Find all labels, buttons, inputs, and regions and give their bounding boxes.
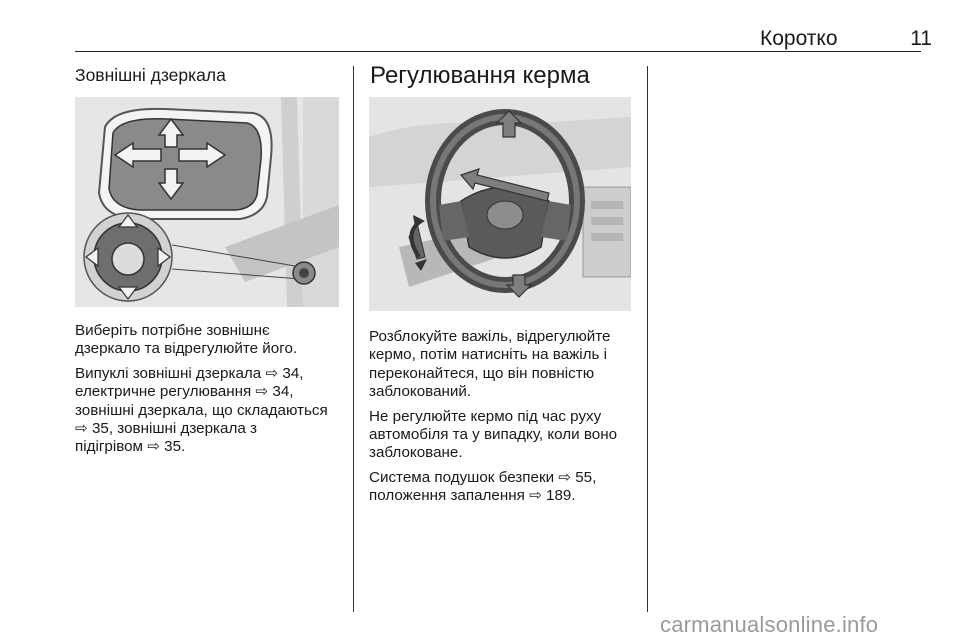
paragraph-3: Розблокуйте важіль, відрегулюйте кермо, потім натисніть на важіль і переконайтеся, що він повністю заблокований. — [369, 328, 611, 401]
column-divider-2 — [647, 66, 648, 612]
mirror-drawing — [75, 97, 339, 307]
column-divider-1 — [353, 66, 354, 612]
page-number: 11 — [910, 27, 932, 50]
paragraph-1: Виберіть потрібне зовнішнє дзеркало та відрегулюйте його. — [75, 322, 298, 358]
section-title: Коротко — [760, 27, 838, 50]
paragraph-4: Не регулюйте кермо під час руху автомобіля та у випадку, коли воно заблоковане. — [369, 407, 618, 462]
watermark: carmanualsonline.info — [660, 612, 879, 637]
middle-column-text — [369, 328, 641, 512]
mirrors-heading: Зовнішні дзеркала — [75, 65, 226, 85]
steering-illustration — [369, 97, 631, 311]
steering-drawing — [369, 97, 631, 311]
header-rule — [75, 51, 921, 52]
steering-heading: Регулювання керма — [370, 62, 590, 89]
paragraph-2: Випуклі зовнішні дзеркала ⇨ 34, електричне регулювання ⇨ 34, зовнішні дзеркала, що складаються ⇨ 35, зовнішні дзеркала з підігрівом ⇨ 35. — [75, 364, 328, 456]
paragraph-5: Система подушок безпеки ⇨ 55, положення запалення ⇨ 189. — [369, 468, 597, 505]
page-header — [0, 0, 960, 52]
left-column-text — [75, 322, 345, 463]
mirror-illustration — [75, 97, 339, 307]
